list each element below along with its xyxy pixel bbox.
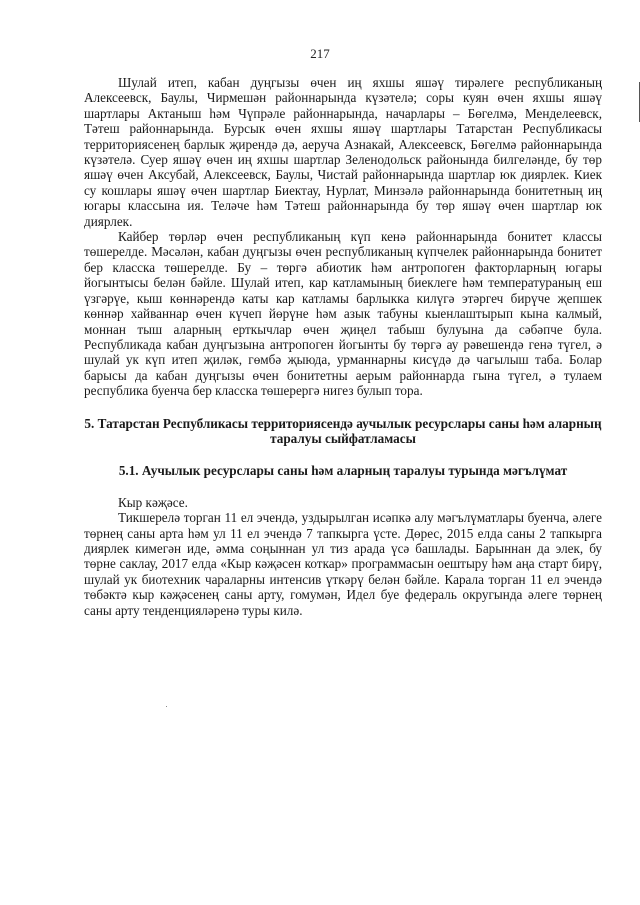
paragraph-bonitet-class: Кайбер төрләр өчен республиканың күп кенә районнарында бонитет классы төшерелде. Мәсәлән, кабан дуңгызы өчен республиканың күпчелек районнарында бонитет бер класска төшерелде. Бу – төргә абиотик һәм антропоген факторларның югары йогынтысы белән бәйле. Шулай итеп, кар катламының биеклеге һәм температураның еш үзгәрүе, кыш көннәрендә каты кар катламы барлыкка килүгә этәргеч бирүче җепшек көннәр хайваннар өчен күчеп йөрүне һәм азык табуны кыенлаштырып кына калмый, моннан тыш аларның ерткычлар өчен җиңел табыш булуына да сәбәпче була. Республикада кабан дуңгызына антропоген йогынты бу төргә ау рәвешендә генә түгел, ә шулай ук күп итеп җиләк, гөмбә җыюда, урманнарны кисүдә дә чагылыш таба. Болар барысы да кабан дуңгызы өчен бонитетны аерым районнарда гына түгел, ә тулаем республика буенча бер класска төшерергә нигез булып тора. — [84, 229, 602, 399]
paragraph-species-title: Кыр кәҗәсе. — [118, 494, 188, 510]
section-heading: 5. Татарстан Республикасы территориясендә аучылык ресурслары саны һәм аларның таралуы сыйфатламасы — [84, 415, 602, 446]
subsection-heading: 5.1. Аучылык ресурслары саны һәм аларның таралуы турында мәгълүмат — [118, 463, 568, 479]
page-content — [84, 75, 602, 618]
paragraph-roe-deer: Тикшерелә торган 11 ел эчендә, уздырылган исәпкә алу мәгълүматлары буенча, әлеге төрнең саны арта һәм ул 11 ел эчендә 7 тапкырга үсте. Дөрес, 2015 елда саны 2 тапкырга диярлек кимегән иде, әмма соңыннан ул тиз арада үсә башлады. Барыннан да элек, бу төрне саклау, 2017 елда «Кыр кәҗәсен коткар» программасын оештыру һәм аңа старт бирү, шулай ук биотехник чараларны интенсив үткәрү белән бәйле. Карала торган 11 ел эчендә төбәктә кыр кәҗәсенең саны арту, гомумән, Идел буе федераль округында әлеге төрнең саны арту тенденцияләренә туры килә. — [84, 510, 602, 618]
paragraph-habitat-conditions: Шулай итеп, кабан дуңгызы өчен иң яхшы яшәү тирәлеге республиканың Алексеевск, Баулы, Чирмешән районнарында күзәтелә; соры куян өчен яхшы яшәү шартлары Актаныш һәм Чүпрәле районнарында, начарлары – Бөгелмә, Менделеевск, Тәтеш районнарында. Бурсык өчен яхшы яшәү шартлары Татарстан Республикасы территориясенең барлык җирендә дә, аеруча Азнакай, Алексеевск, Бөгелмә районнарында күзәтелә. Суер яшәү өчен иң яхшы шартлар Зеленодольск районында билгеләнде, бу төр яшәү өчен Аксубай, Алексеевск, Баулы, Чистай районнарында шартлар юк диярлек. Киек су кошлары яшәү өчен шартлар Биектау, Нурлат, Минзәлә районнарында бонитетның иң югары классына ия. Теләче һәм Тәтеш районнарында бу төр яшәү өчен шартлар юк диярлек. — [84, 75, 602, 229]
scan-speck — [166, 706, 167, 707]
page-number: 217 — [310, 46, 330, 61]
